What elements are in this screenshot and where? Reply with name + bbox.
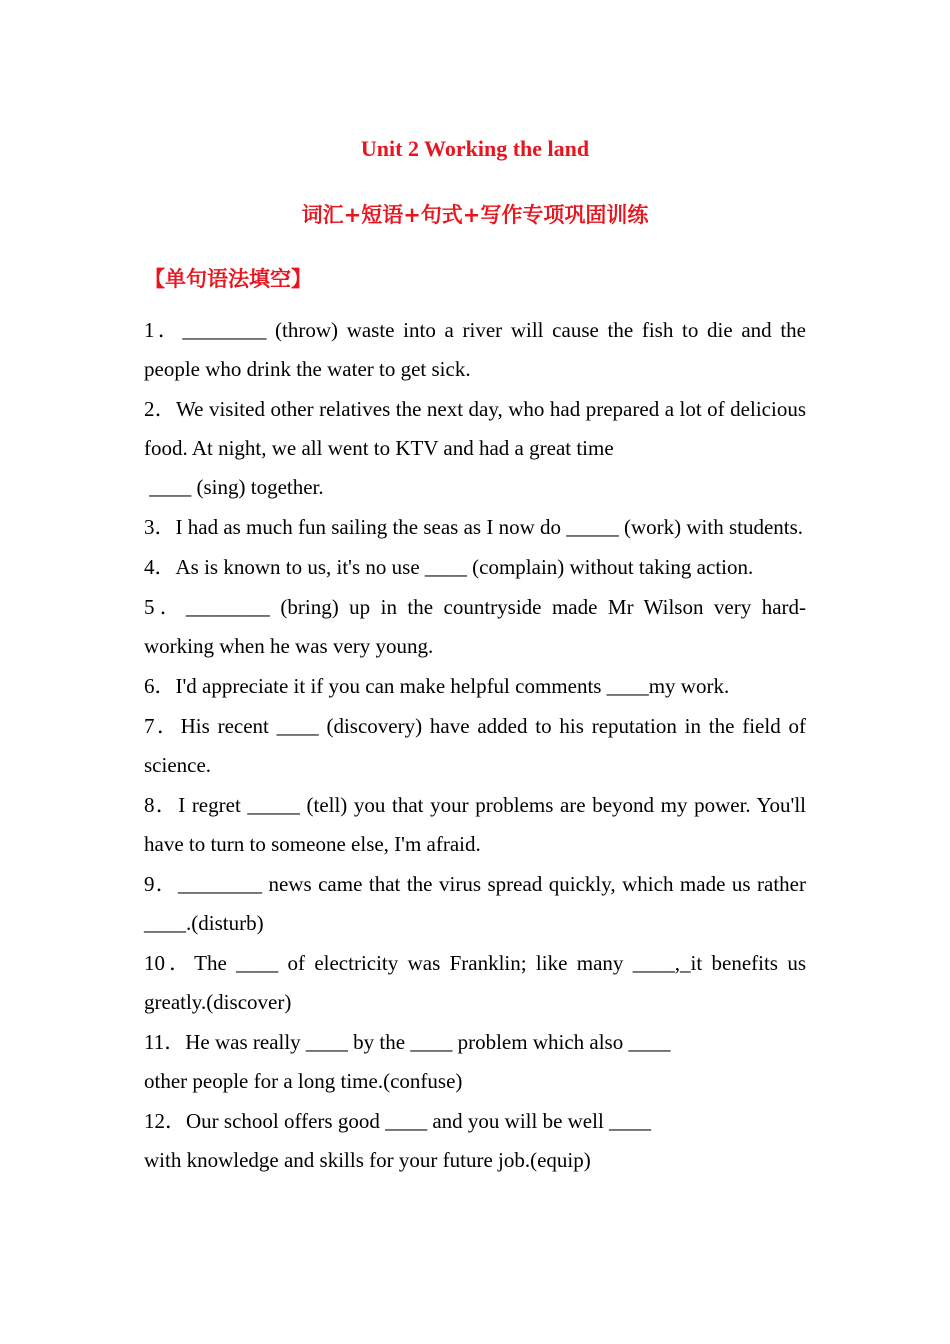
question-item bbox=[144, 865, 806, 943]
question-item bbox=[144, 311, 806, 389]
question-text: I had as much fun sailing the seas as I now do _____ (work) with students. bbox=[175, 515, 804, 539]
question-item bbox=[144, 944, 806, 1022]
question-text-continued: with knowledge and skills for your future job.(equip) bbox=[144, 1148, 591, 1172]
question-number: 3． bbox=[144, 515, 176, 539]
question-number: 11． bbox=[144, 1030, 186, 1054]
question-number: 10． bbox=[144, 951, 195, 975]
question-text-continued: other people for a long time.(confuse) bbox=[144, 1069, 463, 1093]
question-item bbox=[144, 1023, 806, 1101]
question-number: 12． bbox=[144, 1109, 186, 1133]
question-text: I regret _____ (tell) you that your problems are beyond my power. You'll have to turn to someone else, I'm afraid. bbox=[144, 793, 806, 856]
question-text: Our school offers good ____ and you will be well ____ bbox=[186, 1109, 652, 1133]
question-item bbox=[144, 707, 806, 785]
question-item bbox=[144, 667, 806, 706]
question-text: We visited other relatives the next day, who had prepared a lot of delicious food. At night, we all went to KTV and had a great time bbox=[144, 397, 806, 460]
question-text: His recent ____ (discovery) have added to his reputation in the field of science. bbox=[144, 714, 807, 777]
question-item bbox=[144, 548, 806, 587]
question-number: 6． bbox=[144, 674, 176, 698]
question-number: 9． bbox=[144, 872, 178, 896]
question-text: As is known to us, it's no use ____ (complain) without taking action. bbox=[175, 555, 754, 579]
question-text: ________ (bring) up in the countryside made Mr Wilson very hard-working when he was very young. bbox=[144, 595, 807, 658]
question-list bbox=[144, 311, 806, 1181]
question-number: 1． bbox=[144, 318, 183, 342]
question-number: 2． bbox=[144, 397, 176, 421]
question-item bbox=[144, 390, 806, 507]
question-number: 4． bbox=[144, 555, 176, 579]
question-text: He was really ____ by the ____ problem which also ____ bbox=[185, 1030, 671, 1054]
question-item bbox=[144, 786, 806, 864]
question-item bbox=[144, 508, 806, 547]
question-item bbox=[144, 1102, 806, 1180]
question-text: ________ news came that the virus spread quickly, which made us rather ____.(disturb) bbox=[144, 872, 806, 935]
page-subtitle: 词汇+短语+句式+写作专项巩固训练 bbox=[301, 203, 649, 227]
question-item bbox=[144, 588, 806, 666]
page-title: Unit 2 Working the land bbox=[360, 136, 590, 161]
question-number: 5． bbox=[144, 595, 186, 619]
question-text: ________ (throw) waste into a river will cause the fish to die and the people who drink the water to get sick. bbox=[144, 318, 806, 381]
question-text: The ____ of electricity was Franklin; like many ____,_it benefits us greatly.(discover) bbox=[144, 951, 806, 1014]
question-number: 8． bbox=[144, 793, 179, 817]
section-heading: 【单句语法填空】 bbox=[144, 267, 312, 291]
question-text: I'd appreciate it if you can make helpful comments ____my work. bbox=[175, 674, 730, 698]
question-text-continued: ____ (sing) together. bbox=[144, 475, 324, 499]
question-number: 7． bbox=[144, 714, 181, 738]
